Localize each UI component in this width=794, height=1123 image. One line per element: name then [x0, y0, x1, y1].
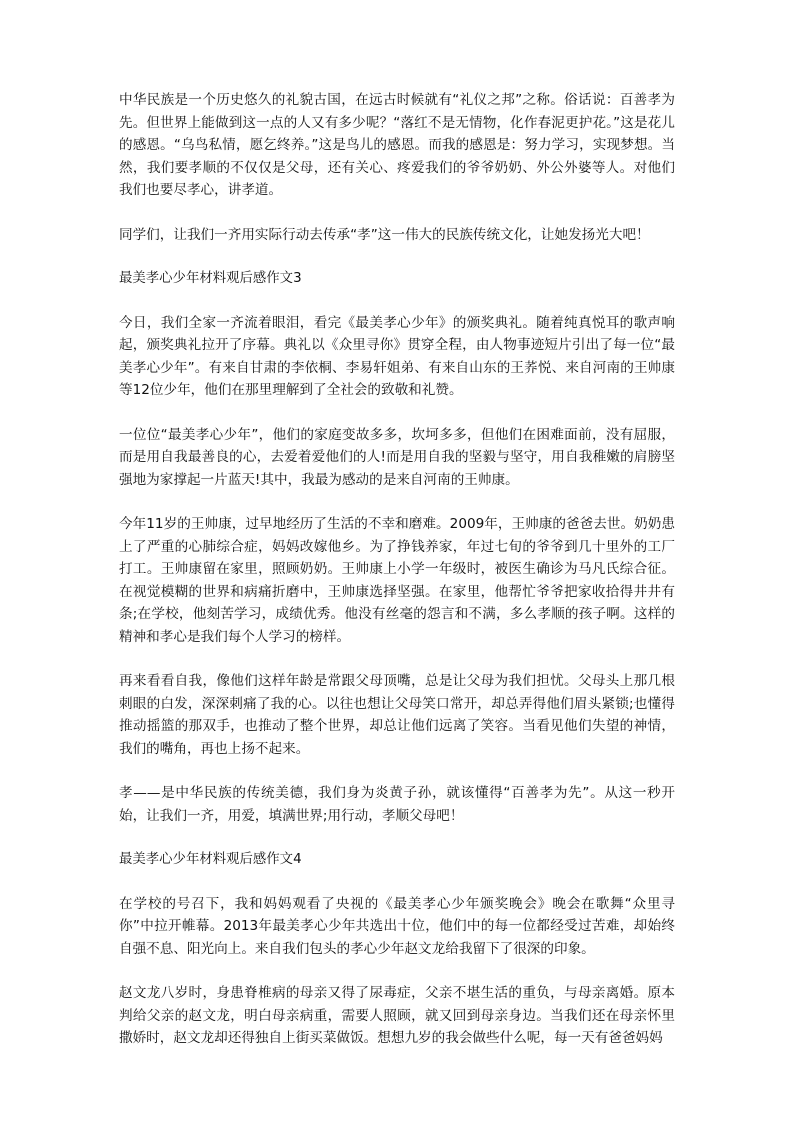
section-heading-4: 最美孝心少年材料观后感作文4 — [119, 852, 302, 867]
paragraph-youth: 一位位“最美孝心少年”，他们的家庭变故多多，坎坷多多，但他们在困难面前，没有屈服，而是用自我最善良的心，去爱着爱他们的人!而是用自我的坚毅与坚守，用自我稚嫩的肩膀坚强地为家撑起一片蓝天!其中，我最为感动的是来自河南的王帅康。 — [119, 426, 675, 488]
paragraph-self-reflection: 再来看看自我，像他们这样年龄是常跟父母顶嘴，总是让父母为我们担忧。父母头上那几根刺眼的白发，深深刺痛了我的心。以往也想让父母笑口常开，却总弄得他们眉头紧锁;也懂得推动摇篮的那双手，也推动了整个世界，却总让他们远离了笑容。当看见他们失望的神情，我们的嘴角，再也上扬不起来。 — [119, 673, 675, 757]
paragraph-call-to-action: 同学们，让我们一齐用实际行动去传承“孝”这一伟大的民族传统文化，让她发扬光大吧！ — [119, 226, 650, 243]
paragraph-ceremony: 今日，我们全家一齐流着眼泪，看完《最美孝心少年》的颁奖典礼。随着纯真悦耳的歌声响起，颁奖典礼拉开了序幕。典礼以《众里寻你》贯穿全程，由人物事迹短片引出了每一位“最美孝心少年”。有来自甘肃的李依桐、李易轩姐弟、有来自山东的王荞悦、来自河南的王帅康等12位少年，他们在那里理解到了全社会的致敬和礼赞。 — [119, 314, 675, 398]
paragraph-wang-shuaikang: 今年11岁的王帅康，过早地经历了生活的不幸和磨难。2009年，王帅康的爸爸去世。奶奶患上了严重的心肺综合症，妈妈改嫁他乡。为了挣钱养家，年过七旬的爷爷到几十里外的工厂打工。王帅康留在家里，照顾奶奶。王帅康上小学一年级时，被医生确诊为马凡氏综合征。在视觉模糊的世界和病痛折磨中，王帅康选择坚强。在家里，他帮忙爷爷把家收拾得井井有条;在学校，他刻苦学习，成绩优秀。他没有丝毫的怨言和不满，多么孝顺的孩子啊。这样的精神和孝心是我们每个人学习的榜样。 — [119, 516, 675, 645]
paragraph-zhao-wenlong: 赵文龙八岁时，身患脊椎病的母亲又得了尿毒症，父亲不堪生活的重负，与母亲离婚。原本判给父亲的赵文龙，明白母亲病重，需要人照顾，就又回到母亲身边。当我们还在母亲怀里撒娇时，赵文龙却还得独自上街买菜做饭。想想九岁的我会做些什么呢，每一天有爸爸妈妈 — [119, 985, 675, 1046]
paragraph-intro: 中华民族是一个历史悠久的礼貌古国，在远古时候就有“礼仪之邦”之称。俗话说：百善孝为先。但世界上能做到这一点的人又有多少呢？“落红不是无情物，化作春泥更护花。”这是花儿的感恩。“乌鸟私情，愿乞终养。”这是鸟儿的感恩。而我的感恩是：努力学习，实现梦想。当然，我们要孝顺的不仅仅是父母，还有关心、疼爱我们的爷爷奶奶、外公外婆等人。对他们我们也要尽孝心，讲孝道。 — [119, 92, 675, 198]
paragraph-filial-piety: 孝——是中华民族的传统美德，我们身为炎黄子孙，就该懂得“百善孝为先”。从这一秒开始，让我们一齐，用爱，填满世界;用行动，孝顺父母吧！ — [119, 785, 675, 824]
paragraph-school-event: 在学校的号召下，我和妈妈观看了央视的《最美孝心少年颁奖晚会》晚会在歌舞“众里寻你”中拉开帷幕。2013年最美孝心少年共选出十位，他们中的每一位都经受过苦难，却始终自强不息、阳光向上。来自我们包头的孝心少年赵文龙给我留下了很深的印象。 — [119, 895, 675, 957]
section-heading-3: 最美孝心少年材料观后感作文3 — [119, 271, 302, 286]
document-page — [119, 89, 675, 1072]
